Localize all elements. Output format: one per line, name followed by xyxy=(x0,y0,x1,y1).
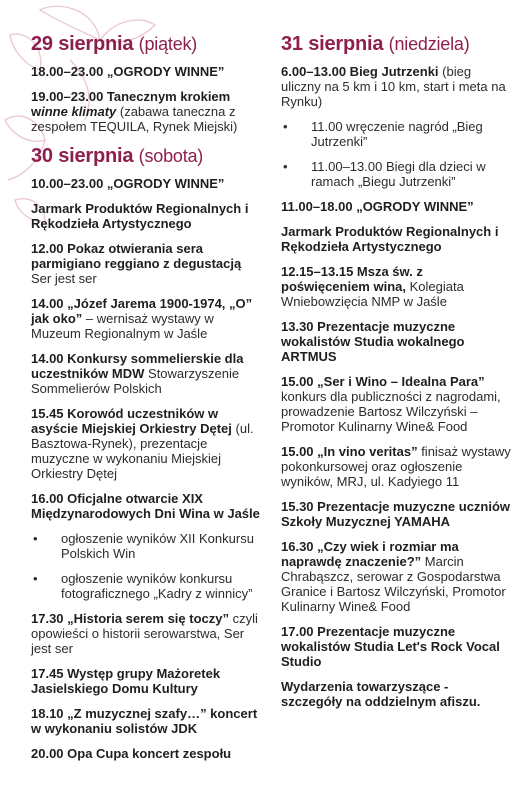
event-czy-wiek: 16.30 „Czy wiek i rozmiar ma naprawdę znaczenie?” Marcin Chrabąszcz, serowar z Gospodarstwa Granice i Bartosz Wilczyński, Promotor Kulinarny Wine& Food xyxy=(281,539,506,614)
event-jarmark-30: Jarmark Produktów Regionalnych i Rękodzieła Artystycznego xyxy=(31,201,249,231)
bieg-bullet-list xyxy=(281,119,513,189)
event-mazoretki: 17.45 Występ grupy Mażoretek Jasielskiego Domu Kultury xyxy=(31,666,221,696)
event-historia-serem: 17.30 „Historia serem się toczy” czyli opowieści o historii serowarstwa, Ser jest ser xyxy=(31,611,258,656)
list-item: • 11.00 wręczenie nagród „Bieg Jutrzenki” xyxy=(281,119,513,149)
event-ogrody-winne-29: 18.00–23.00 „OGRODY WINNE” xyxy=(31,64,225,79)
event-jarmark-31: Jarmark Produktów Regionalnych i Rękodzieła Artystycznego xyxy=(281,224,499,254)
event-ser-i-wino: 15.00 „Ser i Wino – Idealna Para” konkurs dla publiczności z nagrodami, prowadzenie Bartosz Wilczyński – Promotor Kulinarny Wine& Food xyxy=(281,374,501,434)
day-heading-29: 29 sierpnia (piątek) xyxy=(31,33,198,55)
event-konkursy-sommelierskie: 14.00 Konkursy sommelierskie dla uczestników MDW Stowarzyszenie Sommelierów Polskich xyxy=(31,351,244,396)
right-column xyxy=(281,32,513,719)
left-column xyxy=(31,32,263,771)
event-pokaz-sera: 12.00 Pokaz otwierania sera parmigiano reggiano z degustacją Ser jest ser xyxy=(31,241,242,286)
event-korowod: 15.45 Korowód uczestników w asyście Miejskiej Orkiestry Dętej (ul. Basztowa-Rynek), prezentacje muzyczne w wykonaniu Miejskiej Orkiestry Dętej xyxy=(31,406,254,481)
list-item: • ogłoszenie wyników XII Konkursu Polskich Win xyxy=(31,531,263,561)
event-taneczny-krokiem: 19.00–23.00 Tanecznym krokiem winne klimaty (zabawa taneczna z zespołem TEQUILA, Rynek Miejski) xyxy=(31,89,238,134)
list-item: • ogłoszenie wyników konkursu fotograficznego „Kadry z winnicy” xyxy=(31,571,263,601)
otwarcie-bullet-list xyxy=(31,531,263,601)
event-lets-rock: 17.00 Prezentacje muzyczne wokalistów Studia Let's Rock Vocal Studio xyxy=(281,624,500,669)
day-heading-31: 31 sierpnia (niedziela) xyxy=(281,33,470,55)
event-yamaha: 15.30 Prezentacje muzyczne uczniów Szkoły Muzycznej YAMAHA xyxy=(281,499,511,529)
event-msza: 12.15–13.15 Msza św. z poświęceniem wina, Kolegiata Wniebowzięcia NMP w Jaśle xyxy=(281,264,464,309)
event-artmus: 13.30 Prezentacje muzyczne wokalistów Studia wokalnego ARTMUS xyxy=(281,319,465,364)
event-opa-cupa: 20.00 Opa Cupa koncert zespołu xyxy=(31,746,232,761)
event-ogrody-winne-31: 11.00–18.00 „OGRODY WINNE” xyxy=(281,199,474,214)
day-heading-30: 30 sierpnia (sobota) xyxy=(31,145,204,167)
event-wernisaz-jarema: 14.00 „Józef Jarema 1900-1974, „O” jak oko” – wernisaż wystawy w Muzeum Regionalnym w Jaśle xyxy=(31,296,253,341)
event-bieg-jutrzenki: 6.00–13.00 Bieg Jutrzenki (bieg uliczny na 5 km i 10 km, start i meta na Rynku) xyxy=(281,64,506,109)
event-wydarzenia-towarzyszace: Wydarzenia towarzyszące - szczegóły na oddzielnym afiszu. xyxy=(281,679,481,709)
event-muzyczna-szafa: 18.10 „Z muzycznej szafy…” koncert w wykonaniu solistów JDK xyxy=(31,706,258,736)
event-oficjalne-otwarcie: 16.00 Oficjalne otwarcie XIX Międzynarodowych Dni Wina w Jaśle xyxy=(31,491,260,521)
list-item: • 11.00–13.00 Biegi dla dzieci w ramach „Biegu Jutrzenki” xyxy=(281,159,513,189)
event-ogrody-winne-30: 10.00–23.00 „OGRODY WINNE” xyxy=(31,176,225,191)
event-in-vino-veritas: 15.00 „In vino veritas” finisaż wystawy pokonkursowej oraz ogłoszenie wyników, MRJ, ul. Kadyiego 11 xyxy=(281,444,511,489)
